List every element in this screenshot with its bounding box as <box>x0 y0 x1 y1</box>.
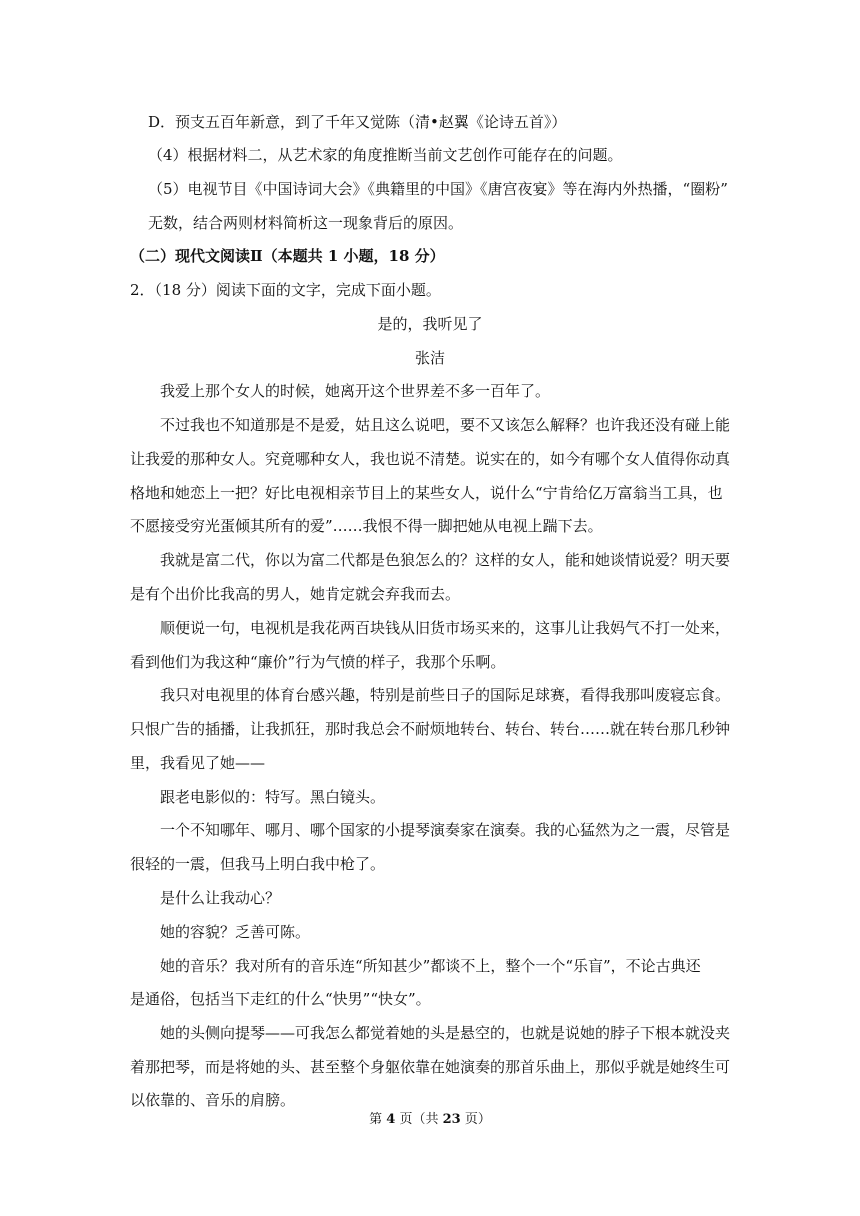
story-line: 让我爱的那种女人。究竟哪种女人，我也说不清楚。说实在的，如今有哪个女人值得你动真 <box>130 450 730 468</box>
story-title: 是的，我听见了 <box>377 315 483 333</box>
question-5-line-1: （5）电视节目《中国诗词大会》《典籍里的中国》《唐宫夜宴》等在海内外热播，“圈粉” <box>148 180 728 198</box>
story-line: 格地和她恋上一把？好比电视相亲节目上的某些女人，说什么“宁肯给亿万富翁当工具，也 <box>130 484 723 502</box>
page-footer <box>0 1111 860 1129</box>
question-2-intro: 2．（18 分）阅读下面的文字，完成下面小题。 <box>130 281 441 299</box>
story-line: 顺便说一句，电视机是我花两百块钱从旧货市场买来的，这事儿让我妈气不打一处来， <box>160 619 731 637</box>
story-line: 不过我也不知道那是不是爱，姑且这么说吧，要不又该怎么解释？也许我还没有碰上能 <box>160 416 731 434</box>
story-line: 里，我看见了她—— <box>130 754 266 772</box>
story-line: 我爱上那个女人的时候，她离开这个世界差不多一百年了。 <box>160 382 551 400</box>
story-line: 跟老电影似的：特写。黑白镜头。 <box>160 788 386 806</box>
story-line: 只恨广告的插播，让我抓狂，那时我总会不耐烦地转台、转台、转台……就在转台那几秒钟 <box>130 720 730 738</box>
story-line: 不愿接受穷光蛋倾其所有的爱”……我恨不得一脚把她从电视上踹下去。 <box>130 517 603 535</box>
story-author: 张洁 <box>414 349 445 367</box>
footer-page-number: 4 <box>386 1112 396 1127</box>
story-line: 她的头侧向提琴——可我怎么都觉着她的头是悬空的，也就是说她的脖子下根本就没夹 <box>160 1024 731 1042</box>
story-line: 我就是富二代，你以为富二代都是色狼怎么的？这样的女人，能和她谈情说爱？明天要 <box>160 551 731 569</box>
story-line: 我只对电视里的体育台感兴趣，特别是前些日子的国际足球赛，看得我那叫废寝忘食。 <box>160 686 731 704</box>
story-line: 是什么让我动心？ <box>160 889 281 907</box>
story-line: 是通俗，包括当下走红的什么“快男”“快女”。 <box>130 990 431 1008</box>
footer-mid: 页（共 <box>399 1112 439 1127</box>
story-line: 着那把琴，而是将她的头、甚至整个身躯依靠在她演奏的那首乐曲上，那似乎就是她终生可 <box>130 1058 730 1076</box>
option-d: D．预支五百年新意，到了千年又觉陈（清•赵翼《论诗五首》） <box>148 113 567 131</box>
section-heading: （二）现代文阅读Ⅱ（本题共 1 小题，18 分） <box>130 247 445 265</box>
story-line: 以依靠的、音乐的肩膀。 <box>130 1091 296 1109</box>
question-5-line-2: 无数，结合两则材料简析这一现象背后的原因。 <box>148 214 464 232</box>
footer-total-pages: 23 <box>442 1112 461 1127</box>
story-line: 是有个出价比我高的男人，她肯定就会弃我而去。 <box>130 585 461 603</box>
question-4: （4）根据材料二，从艺术家的角度推断当前文艺创作可能存在的问题。 <box>148 146 623 164</box>
story-line: 看到他们为我这种“廉价”行为气愤的样子，我那个乐啊。 <box>130 653 506 671</box>
story-line: 她的音乐？我对所有的音乐连“所知甚少”都谈不上，整个一个“乐盲”，不论古典还 <box>160 957 701 975</box>
footer-prefix: 第 <box>369 1112 383 1127</box>
story-line: 一个不知哪年、哪月、哪个国家的小提琴演奏家在演奏。我的心猛然为之一震，尽管是 <box>160 821 731 839</box>
story-line: 很轻的一震，但我马上明白我中枪了。 <box>130 855 386 873</box>
footer-suffix: 页） <box>464 1112 491 1127</box>
story-line: 她的容貌？乏善可陈。 <box>160 923 311 941</box>
